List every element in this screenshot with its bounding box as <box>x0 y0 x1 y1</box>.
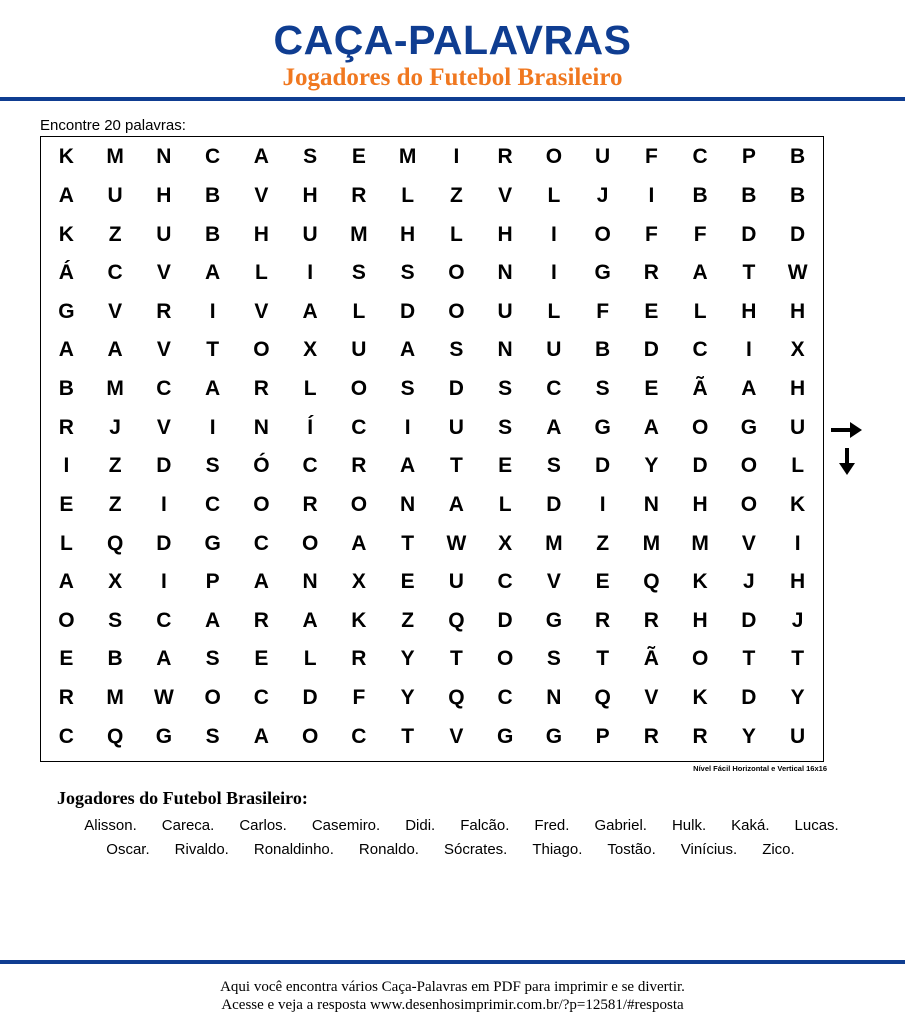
grid-cell[interactable]: C <box>58 724 74 748</box>
grid-cell[interactable]: Y <box>741 724 756 748</box>
grid-cell[interactable]: G <box>58 299 75 323</box>
bottom-divider <box>0 960 905 964</box>
grid-cell[interactable]: A <box>302 608 318 632</box>
grid-cell[interactable]: D <box>156 454 172 478</box>
grid-cell[interactable]: G <box>594 261 611 285</box>
grid-cell[interactable]: V <box>156 338 171 362</box>
grid-cell[interactable]: T <box>791 647 805 671</box>
grid-cell[interactable]: S <box>546 454 561 478</box>
grid-cell[interactable]: H <box>497 222 513 246</box>
grid-cell[interactable]: L <box>254 261 268 285</box>
grid-cell[interactable]: O <box>691 647 709 671</box>
grid-cell[interactable]: H <box>253 222 269 246</box>
grid-cell[interactable]: C <box>253 531 269 555</box>
grid-cell[interactable]: A <box>205 261 221 285</box>
grid-cell[interactable]: M <box>106 686 124 710</box>
grid-cell[interactable]: O <box>301 531 319 555</box>
grid-cell[interactable]: U <box>302 222 318 246</box>
grid-cell[interactable]: H <box>156 183 172 207</box>
grid-cell[interactable]: A <box>156 647 172 671</box>
grid-cell[interactable]: W <box>153 686 174 710</box>
grid-cell[interactable]: T <box>449 647 463 671</box>
grid-cell[interactable]: S <box>205 454 220 478</box>
grid-cell[interactable]: K <box>692 686 708 710</box>
grid-cell[interactable]: T <box>401 724 415 748</box>
grid-cell[interactable]: G <box>740 415 758 439</box>
grid-cell[interactable]: Q <box>448 686 465 710</box>
grid-cell[interactable]: I <box>550 222 557 246</box>
grid-cell[interactable]: I <box>453 145 460 169</box>
grid-cell[interactable]: A <box>58 338 74 362</box>
grid-cell[interactable]: H <box>741 299 757 323</box>
grid-cell[interactable]: E <box>644 377 659 401</box>
grid-cell[interactable]: V <box>156 415 171 439</box>
page-title: CAÇA-PALAVRAS <box>273 17 632 63</box>
grid-cell[interactable]: O <box>58 608 75 632</box>
grid-cell[interactable]: C <box>351 724 367 748</box>
grid-cell[interactable]: O <box>448 261 465 285</box>
grid-cell[interactable]: Y <box>790 686 805 710</box>
grid-cell[interactable]: O <box>545 145 563 169</box>
word-list-row-1 <box>9 817 905 835</box>
grid-cell[interactable]: P <box>595 724 610 748</box>
grid-cell[interactable]: O <box>253 338 270 362</box>
grid-cell[interactable]: K <box>58 222 74 246</box>
grid-cell[interactable]: A <box>253 145 269 169</box>
top-divider <box>0 97 905 101</box>
grid-cell[interactable]: I <box>599 492 606 516</box>
grid-cell[interactable]: R <box>58 686 74 710</box>
grid-cell[interactable]: Z <box>108 222 122 246</box>
grid-cell[interactable]: A <box>643 415 659 439</box>
grid-cell[interactable]: L <box>401 183 415 207</box>
word-list-item: Fred. <box>534 817 570 834</box>
grid-cell[interactable]: A <box>546 415 562 439</box>
grid-cell[interactable]: D <box>741 222 757 246</box>
grid-cell[interactable]: S <box>595 377 610 401</box>
grid-cell[interactable]: X <box>351 570 366 594</box>
grid-cell[interactable]: N <box>497 338 513 362</box>
grid-cell[interactable]: E <box>595 570 610 594</box>
grid-cell[interactable]: N <box>546 686 562 710</box>
grid-cell[interactable]: B <box>107 647 123 671</box>
grid-cell[interactable]: C <box>107 261 123 285</box>
grid-cell[interactable]: F <box>693 222 707 246</box>
grid-cell[interactable]: A <box>205 377 221 401</box>
grid-cell[interactable]: B <box>595 338 611 362</box>
grid-cell[interactable]: X <box>790 338 805 362</box>
grid-cell[interactable]: F <box>596 299 610 323</box>
grid-cell[interactable]: I <box>160 492 167 516</box>
grid-cell[interactable]: R <box>156 299 172 323</box>
grid-cell[interactable]: R <box>58 415 74 439</box>
grid-cell[interactable]: J <box>743 570 755 594</box>
grid-cell[interactable]: Y <box>644 454 659 478</box>
word-list-item: Hulk. <box>671 817 707 834</box>
grid-cell[interactable]: C <box>302 454 318 478</box>
word-list-item: Vinícius. <box>680 841 738 858</box>
grid-cell[interactable]: I <box>209 299 216 323</box>
grid-cell[interactable]: S <box>205 724 220 748</box>
grid-cell[interactable]: P <box>205 570 220 594</box>
grid-cell[interactable]: Z <box>449 183 463 207</box>
grid-cell[interactable]: Z <box>596 531 610 555</box>
grid-cell[interactable]: D <box>643 338 659 362</box>
grid-cell[interactable]: T <box>742 261 756 285</box>
grid-cell[interactable]: G <box>155 724 173 748</box>
grid-cell[interactable]: Y <box>400 686 415 710</box>
grid-cell[interactable]: T <box>742 647 756 671</box>
grid-cell[interactable]: L <box>303 647 317 671</box>
word-list-item: Careca. <box>161 817 215 834</box>
grid-cell[interactable]: U <box>351 338 367 362</box>
grid-cell[interactable]: T <box>401 531 415 555</box>
word-list-item: Oscar. <box>106 841 150 858</box>
grid-cell[interactable]: K <box>351 608 367 632</box>
grid-cell[interactable]: S <box>400 377 415 401</box>
grid-cell[interactable]: K <box>692 570 708 594</box>
grid-cell[interactable]: Ã <box>643 647 659 671</box>
grid-cell[interactable]: L <box>449 222 463 246</box>
grid-cell[interactable]: R <box>302 492 318 516</box>
grid-cell[interactable]: W <box>787 261 808 285</box>
grid-cell[interactable]: O <box>253 492 270 516</box>
grid-cell[interactable]: R <box>643 608 659 632</box>
grid-cell[interactable]: V <box>156 261 171 285</box>
grid-cell[interactable]: T <box>206 338 220 362</box>
grid-cell[interactable]: D <box>790 222 806 246</box>
grid-cell[interactable]: N <box>643 492 659 516</box>
grid-cell[interactable]: L <box>352 299 366 323</box>
grid-cell[interactable]: X <box>303 338 318 362</box>
grid-cell[interactable]: G <box>204 531 221 555</box>
grid-cell[interactable]: L <box>791 454 805 478</box>
grid-cell[interactable]: A <box>400 454 416 478</box>
grid-cell[interactable]: G <box>545 724 563 748</box>
grid-cell[interactable]: S <box>449 338 464 362</box>
grid-cell[interactable]: L <box>547 299 561 323</box>
grid-cell[interactable]: A <box>351 531 367 555</box>
word-list-item: Thiago. <box>532 841 583 858</box>
word-list-item: Gabriel. <box>594 817 647 834</box>
grid-cell[interactable]: S <box>303 145 318 169</box>
grid-cell[interactable]: V <box>449 724 464 748</box>
grid-cell[interactable]: V <box>741 531 756 555</box>
grid-cell[interactable]: K <box>790 492 806 516</box>
grid-cell[interactable]: S <box>205 647 220 671</box>
grid-cell[interactable]: D <box>692 454 708 478</box>
grid-cell[interactable]: U <box>595 145 611 169</box>
grid-cell[interactable]: O <box>740 492 758 516</box>
grid-cell[interactable]: Ó <box>253 454 270 478</box>
grid-cell[interactable]: F <box>352 686 366 710</box>
grid-cell[interactable]: S <box>108 608 123 632</box>
difficulty-label: Nível Fácil Horizontal e Vertical 16x16 <box>693 764 827 773</box>
grid-cell[interactable]: V <box>254 183 269 207</box>
grid-cell[interactable]: O <box>594 222 611 246</box>
grid-cell[interactable]: Ã <box>692 377 708 401</box>
grid-cell[interactable]: I <box>648 183 655 207</box>
grid-cell[interactable]: J <box>791 608 804 632</box>
grid-cell[interactable]: Á <box>58 261 74 285</box>
grid-cell[interactable]: D <box>156 531 172 555</box>
grid-cell[interactable]: U <box>107 183 123 207</box>
grid-cell[interactable]: Í <box>307 415 314 439</box>
grid-cell[interactable]: C <box>351 415 367 439</box>
grid-cell[interactable]: F <box>644 222 658 246</box>
grid-cell[interactable]: A <box>400 338 416 362</box>
grid-cell[interactable]: L <box>303 377 317 401</box>
grid-cell[interactable]: M <box>106 145 124 169</box>
grid-cell[interactable]: N <box>400 492 416 516</box>
grid-cell[interactable]: N <box>156 145 172 169</box>
grid-cell[interactable]: U <box>790 415 806 439</box>
grid-cell[interactable]: D <box>546 492 562 516</box>
grid-cell[interactable]: Q <box>594 686 611 710</box>
grid-cell[interactable]: C <box>156 377 172 401</box>
grid-cell[interactable]: L <box>693 299 707 323</box>
footer-link-text: Acesse e veja a resposta www.desenhosimprimir.com.br/?p=12581/#resposta <box>221 997 684 1013</box>
grid-cell[interactable]: N <box>497 261 513 285</box>
grid-cell[interactable]: V <box>546 570 561 594</box>
grid-cell[interactable]: I <box>63 454 70 478</box>
grid-cell[interactable]: Q <box>643 570 660 594</box>
grid-cell[interactable]: V <box>644 686 659 710</box>
grid-cell[interactable]: I <box>794 531 801 555</box>
grid-cell[interactable]: O <box>350 377 368 401</box>
grid-cell[interactable]: S <box>400 261 415 285</box>
grid-cell[interactable]: M <box>691 531 709 555</box>
grid-cell[interactable]: T <box>596 647 610 671</box>
grid-cell[interactable]: A <box>107 338 123 362</box>
grid-cell[interactable]: U <box>448 570 464 594</box>
grid-cell[interactable]: A <box>253 724 269 748</box>
grid-cell[interactable]: O <box>204 686 221 710</box>
grid-cell[interactable]: R <box>351 647 367 671</box>
page-subtitle: Jogadores do Futebol Brasileiro <box>282 64 623 91</box>
word-list-item: Sócrates. <box>443 841 508 858</box>
grid-cell[interactable]: Q <box>106 724 124 748</box>
grid-cell[interactable]: M <box>350 222 368 246</box>
grid-cell[interactable]: L <box>498 492 512 516</box>
grid-cell[interactable]: C <box>692 338 708 362</box>
grid-cell[interactable]: R <box>351 183 367 207</box>
word-search-grid <box>40 136 824 762</box>
grid-cell[interactable]: A <box>58 570 74 594</box>
grid-cell[interactable]: I <box>404 415 411 439</box>
grid-cell[interactable]: B <box>692 183 708 207</box>
grid-cell[interactable]: C <box>205 145 221 169</box>
grid-cell[interactable]: O <box>301 724 319 748</box>
grid-cell[interactable]: U <box>156 222 172 246</box>
grid-cell[interactable]: U <box>448 415 464 439</box>
grid-cell[interactable]: M <box>106 377 124 401</box>
grid-cell[interactable]: K <box>58 145 74 169</box>
grid-cell[interactable]: R <box>692 724 708 748</box>
grid-cell[interactable]: H <box>790 570 806 594</box>
word-list-title: Jogadores do Futebol Brasileiro: <box>57 788 308 808</box>
grid-cell[interactable]: H <box>692 492 708 516</box>
footer-text: Aqui você encontra vários Caça-Palavras em PDF para imprimir e se divertir. <box>220 979 685 995</box>
grid-cell[interactable]: G <box>496 724 514 748</box>
word-list-item: Rivaldo. <box>174 841 229 858</box>
grid-cell[interactable]: R <box>253 377 269 401</box>
grid-cell[interactable]: R <box>643 724 659 748</box>
grid-cell[interactable]: R <box>595 608 611 632</box>
grid-cell[interactable]: H <box>302 183 318 207</box>
grid-cell[interactable]: D <box>741 686 757 710</box>
grid-cell[interactable]: O <box>740 454 758 478</box>
grid-cell[interactable]: X <box>498 531 513 555</box>
grid-cell[interactable]: E <box>254 647 269 671</box>
grid-cell[interactable]: O <box>496 647 514 671</box>
grid-cell[interactable]: E <box>59 647 74 671</box>
grid-cell[interactable]: X <box>108 570 123 594</box>
grid-cell[interactable]: Z <box>108 454 122 478</box>
grid-cell[interactable]: I <box>307 261 314 285</box>
grid-cell[interactable]: B <box>205 183 221 207</box>
grid-cell[interactable]: E <box>644 299 659 323</box>
grid-cell[interactable]: E <box>59 492 74 516</box>
grid-cell[interactable]: E <box>498 454 513 478</box>
grid-cell[interactable]: S <box>498 377 513 401</box>
grid-cell[interactable]: I <box>160 570 167 594</box>
grid-cell[interactable]: A <box>448 492 464 516</box>
grid-cell[interactable]: Z <box>401 608 415 632</box>
grid-cell[interactable]: H <box>692 608 708 632</box>
grid-cell[interactable]: A <box>58 183 74 207</box>
instructions: Encontre 20 palavras: <box>40 117 186 134</box>
grid-cell[interactable]: F <box>644 145 658 169</box>
grid-cell[interactable]: J <box>596 183 609 207</box>
grid-cell[interactable]: V <box>254 299 269 323</box>
word-list-item: Falcão. <box>460 817 510 834</box>
grid-cell[interactable]: I <box>209 415 216 439</box>
grid-cell[interactable]: O <box>448 299 465 323</box>
grid-cell[interactable]: L <box>547 183 561 207</box>
grid-cell[interactable]: S <box>546 647 561 671</box>
grid-cell[interactable]: W <box>446 531 467 555</box>
grid-cell[interactable]: D <box>400 299 416 323</box>
grid-cell[interactable]: C <box>156 608 172 632</box>
word-list-item: Casemiro. <box>311 817 381 834</box>
grid-cell[interactable]: D <box>595 454 611 478</box>
grid-cell[interactable]: G <box>545 608 563 632</box>
word-list-item: Carlos. <box>239 817 287 834</box>
grid-cell[interactable]: D <box>497 608 513 632</box>
grid-cell[interactable]: A <box>692 261 708 285</box>
grid-cell[interactable]: D <box>741 608 757 632</box>
grid-cell[interactable]: C <box>692 145 708 169</box>
grid-cell[interactable]: R <box>351 454 367 478</box>
grid-cell[interactable]: B <box>790 145 806 169</box>
grid-cell[interactable]: B <box>741 183 757 207</box>
word-list-item: Ronaldo. <box>358 841 419 858</box>
grid-cell[interactable]: P <box>741 145 756 169</box>
grid-cell[interactable]: G <box>594 415 611 439</box>
word-list-item: Zico. <box>762 841 795 858</box>
arrow-right-icon <box>830 420 864 440</box>
grid-cell[interactable]: U <box>790 724 806 748</box>
grid-cell[interactable]: A <box>253 570 269 594</box>
grid-cell[interactable]: Q <box>106 531 124 555</box>
grid-cell[interactable]: C <box>253 686 269 710</box>
grid-cell[interactable]: S <box>351 261 366 285</box>
grid-cell[interactable]: C <box>205 492 221 516</box>
word-list-row-2 <box>0 841 903 859</box>
grid-cell[interactable]: Z <box>108 492 122 516</box>
grid-cell[interactable]: I <box>745 338 752 362</box>
grid-cell[interactable]: H <box>400 222 416 246</box>
grid-cell[interactable]: M <box>545 531 563 555</box>
grid-cell[interactable]: Q <box>448 608 465 632</box>
grid-cell[interactable]: B <box>790 183 806 207</box>
grid-cell[interactable]: A <box>741 377 757 401</box>
grid-cell[interactable]: M <box>398 145 417 169</box>
grid-cell[interactable]: R <box>253 608 269 632</box>
grid-cell[interactable]: Y <box>400 647 415 671</box>
grid-cell[interactable]: A <box>302 299 318 323</box>
grid-cell[interactable]: D <box>302 686 318 710</box>
grid-cell[interactable]: N <box>253 415 269 439</box>
grid-cell[interactable]: V <box>498 183 513 207</box>
grid-cell[interactable]: R <box>497 145 513 169</box>
grid-cell[interactable]: B <box>205 222 221 246</box>
grid-cell[interactable]: O <box>691 415 709 439</box>
grid-cell[interactable]: S <box>498 415 513 439</box>
grid-cell[interactable]: E <box>400 570 415 594</box>
grid-cell[interactable]: C <box>497 686 513 710</box>
word-list-item: Ronaldinho. <box>253 841 334 858</box>
grid-cell[interactable]: U <box>546 338 562 362</box>
grid-cell[interactable]: T <box>449 454 463 478</box>
word-list-item: Didi. <box>405 817 436 834</box>
grid-cell[interactable]: J <box>109 415 121 439</box>
grid-cell[interactable]: A <box>205 608 221 632</box>
word-list-item: Lucas. <box>794 817 839 834</box>
grid-cell[interactable]: C <box>546 377 562 401</box>
grid-cell[interactable]: I <box>550 261 557 285</box>
arrow-down-icon <box>836 447 858 477</box>
grid-cell[interactable]: M <box>642 531 661 555</box>
grid-cell[interactable]: H <box>790 377 806 401</box>
grid-cell[interactable]: L <box>59 531 73 555</box>
grid-cell[interactable]: D <box>448 377 464 401</box>
word-list-item: Alisson. <box>84 817 137 834</box>
grid-cell[interactable]: N <box>302 570 318 594</box>
grid-cell[interactable]: R <box>643 261 659 285</box>
grid-cell[interactable]: C <box>497 570 513 594</box>
grid-cell[interactable]: B <box>58 377 74 401</box>
word-list-item: Tostão. <box>607 841 656 858</box>
grid-cell[interactable]: V <box>108 299 123 323</box>
word-list-item: Kaká. <box>731 817 770 834</box>
grid-cell[interactable]: E <box>351 145 366 169</box>
grid-cell[interactable]: H <box>790 299 806 323</box>
grid-cell[interactable]: U <box>497 299 513 323</box>
grid-cell[interactable]: O <box>350 492 368 516</box>
